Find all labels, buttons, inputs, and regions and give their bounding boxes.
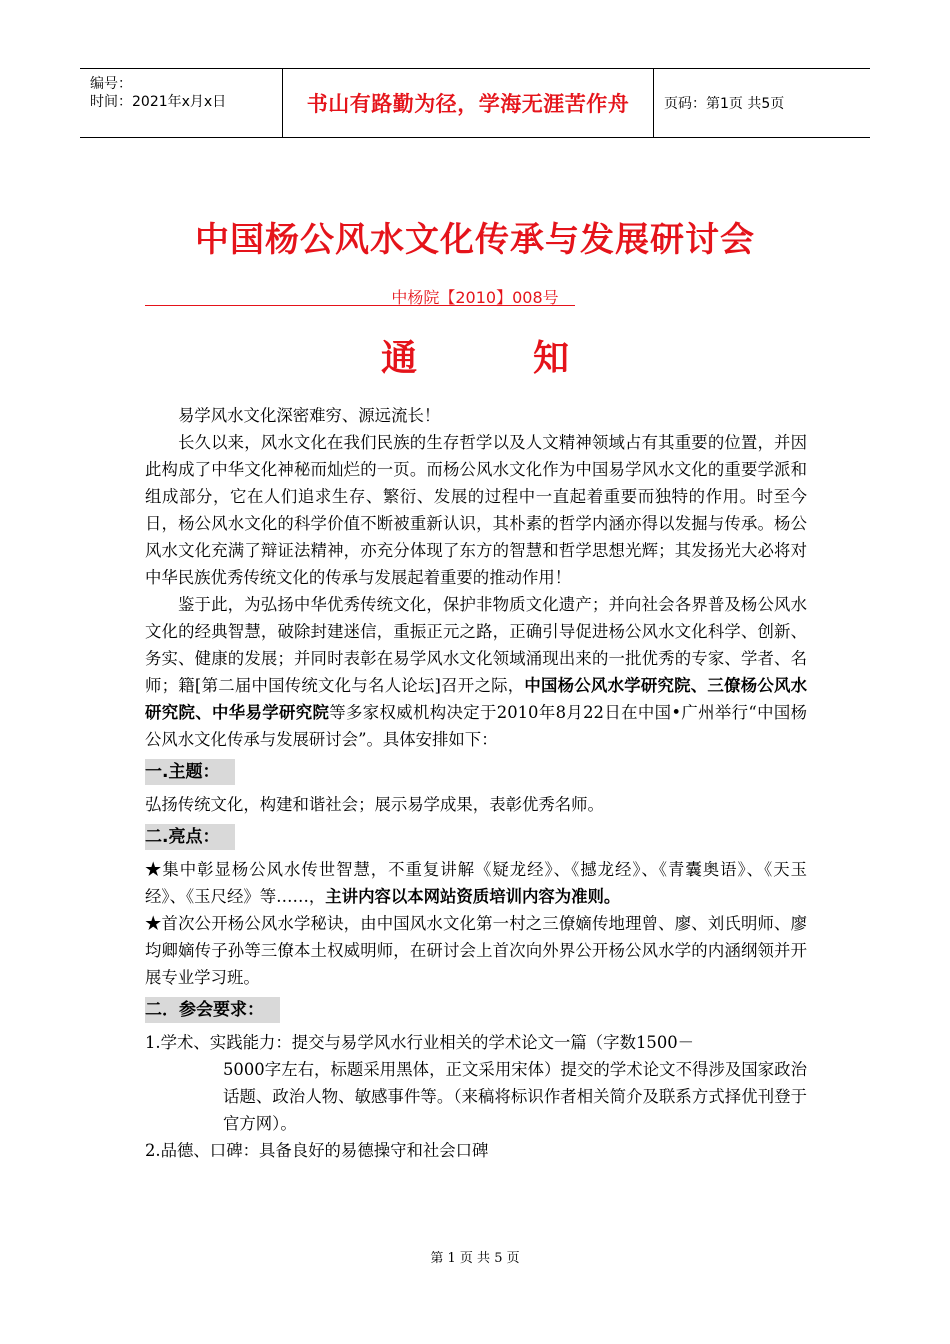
requirement-1-first-line: 1.学术、实践能力：提交与易学风水行业相关的学术论文一篇（字数1500－: [145, 1033, 695, 1052]
requirements-heading: 二．参会要求：: [145, 997, 280, 1023]
highlight-2: ★首次公开杨公风水学秘诀，由中国风水文化第一村之三僚嫡传地理曾、廖、刘氏明师、廖均卿嫡传子孙等三僚本土权威明师，在研讨会上首次向外界公开杨公风水学的内涵纲领并开展专业学习班。: [145, 914, 807, 987]
notice-char-2: 知: [533, 338, 570, 379]
paragraph-1: 易学风水文化深密难穷、源远流长！: [178, 406, 441, 425]
paragraph-3-part-b: 等多家权威机构决定于2010年8月22日在中国•广州举行“中国杨公风水文化传承与发展研讨会”。具体安排如下：: [145, 703, 808, 749]
requirement-2: 2.品德、口碑：具备良好的易德操守和社会口碑: [145, 1141, 489, 1160]
page-footer: 第 1 页 共 5 页: [430, 1251, 520, 1266]
requirement-1: [145, 1029, 807, 1056]
highlight-1: [145, 856, 807, 910]
paragraph-3-institutions: 中国杨公风水学研究院、三僚杨公风水研究院、中华易学研究院: [145, 676, 808, 722]
highlight-1-text: ★集中彰显杨公风水传世智慧，不重复讲解《疑龙经》、《撼龙经》、《青囊奥语》、《天玉经》、《玉尺经》等……，: [145, 860, 807, 906]
paragraph-3: [145, 591, 807, 753]
header-meta: [80, 69, 282, 137]
header-motto: 书山有路勤为径，学海无涯苦作舟: [282, 69, 654, 137]
paragraph-2: 长久以来，风水文化在我们民族的生存哲学以及人文精神领域占有其重要的位置，并因此构成了中华文化神秘而灿烂的一页。而杨公风水文化作为中国易学风水文化的重要学派和组成部分，它在人们追求生存、繁衍、发展的过程中一直起着重要而独特的作用。时至今日，杨公风水文化的科学价值不断被重新认识，其朴素的哲学内涵亦得以发掘与传承。杨公风水文化充满了辩证法精神，亦充分体现了东方的智慧和哲学思想光辉；其发扬光大必将对中华民族优秀传统文化的传承与发展起着重要的推动作用！: [145, 433, 807, 587]
header-table: [80, 68, 870, 138]
red-divider: [145, 305, 575, 306]
notice-char-1: 通: [380, 338, 417, 379]
document-number: 中杨院【2010】008号: [391, 288, 559, 307]
highlight-1-bold: 主讲内容以本网站资质培训内容为准则。: [325, 887, 621, 906]
paragraph-3-part-a: 鉴于此，为弘扬中华优秀传统文化，保护非物质文化遗产；并向社会各界普及杨公风水文化的经典智慧，破除封建迷信，重振正元之路，正确引导促进杨公风水文化科学、创新、务实、健康的发展；并同时表彰在易学风水文化领域涌现出来的一批优秀的专家、学者、名师；籍[第二届中国传统文化与名人论坛]召开之际，: [145, 595, 807, 695]
theme-text: 弘扬传统文化，构建和谐社会；展示易学成果，表彰优秀名师。: [145, 795, 604, 814]
document-title: 中国杨公风水文化传承与发展研讨会: [195, 220, 755, 260]
time-label: 时间：2021年x月x日: [90, 94, 227, 110]
requirement-1-continued: 5000字左右，标题采用黑体，正文采用宋体）提交的学术论文不得涉及国家政治话题、政治人物、敏感事件等。（来稿将标识作者相关简介及联系方式择优刊登于官方网）。: [223, 1060, 807, 1133]
theme-heading: 一.主题：: [145, 759, 235, 785]
document-body: [145, 402, 807, 1164]
header-page-info: 页码：第1页 共5页: [664, 96, 785, 112]
notice-heading: [0, 330, 950, 381]
highlights-heading: 二.亮点：: [145, 824, 235, 850]
number-label: 编号：: [90, 76, 132, 92]
